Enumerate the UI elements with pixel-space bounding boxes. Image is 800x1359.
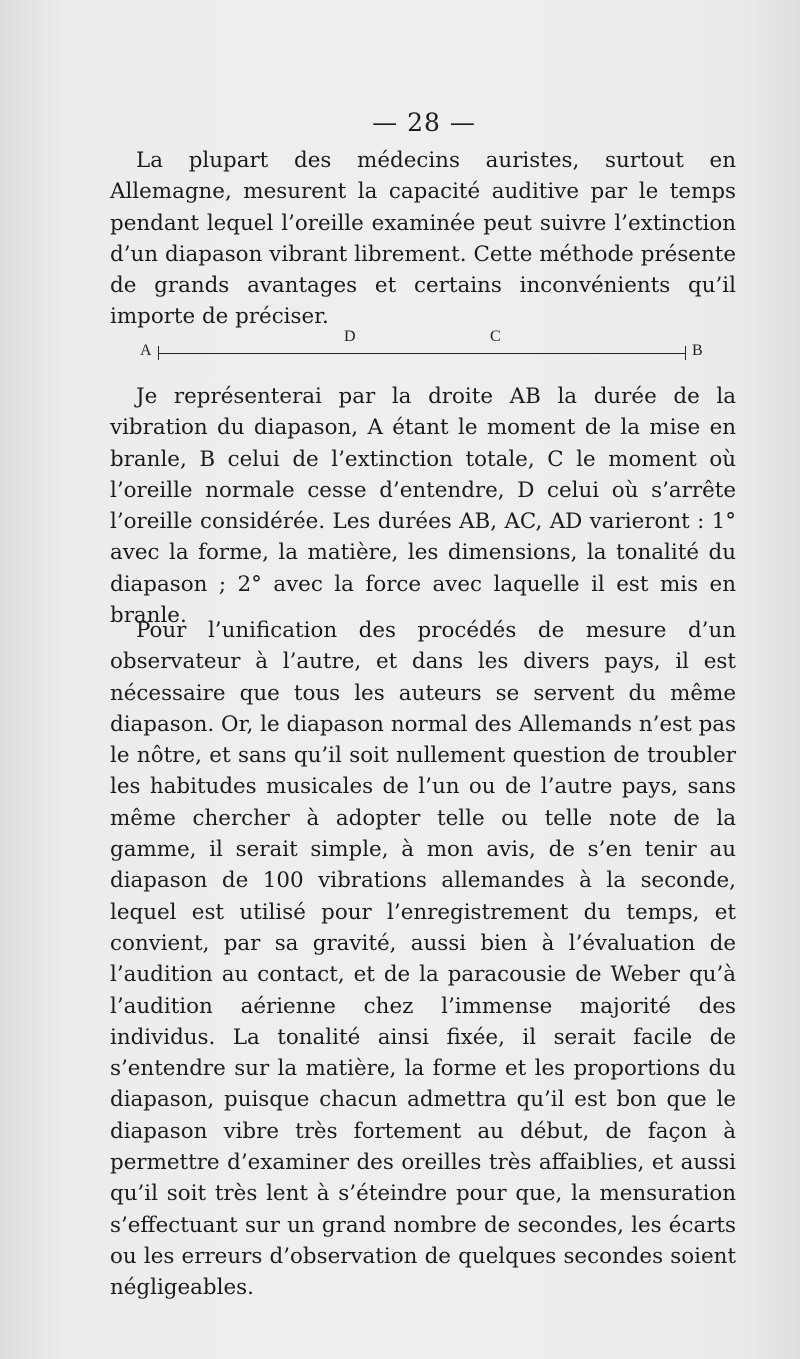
paragraph-2: Je représenterai par la droite AB la durée de la vibration du diapason, A étant le moment de la mise en branle, B celui de l’extinction totale, C le moment où l’oreille normale cesse d’entendre, D celui où s’arrête l’oreille considérée. Les durées AB, AC, AD varieront : 1° avec la forme, la matière, les dimensions, la tonalité du diapason ; 2° avec la force avec laquelle il est mis en branle.	[110, 384, 736, 629]
page-number: — 28 —	[372, 108, 476, 137]
diagram-tick-b	[685, 346, 686, 360]
diagram-label-a: A	[140, 342, 152, 359]
paragraph-3: Pour l’unification des procédés de mesure d’un observateur à l’autre, et dans les divers pays, il est nécessaire que tous les auteurs se servent du même diapason. Or, le diapason normal des Allemands n’est pas le nôtre, et sans qu’il soit nullement question de troubler les habitudes musicales de l’un ou de l’autre pays, sans même chercher à adopter telle ou telle note de la gamme, il serait simple, à mon avis, de s’en tenir au diapason de 100 vibrations allemandes à la seconde, lequel est utilisé pour l’enregistrement du temps, et convient, par sa gravité, aussi bien à l’évaluation de l’audition au contact, et de la paracousie de Weber qu’à l’audition aérienne chez l’immense majorité des individus. La tonalité ainsi fixée, il serait facile de s’entendre sur la matière, la forme et les proportions du diapason, puisque chacun admettra qu’il est bon que le diapason vibre très fortement au début, de façon à permettre d’examiner des oreilles très affaiblies, et aussi qu’il soit très lent à s’éteindre pour que, la mensuration s’effectuant sur un grand nombre de secondes, les écarts ou les erreurs d’observation de quelques secondes soient négligeables.	[110, 618, 736, 1301]
paragraph-1: La plupart des médecins auristes, surtout en Allemagne, mesurent la capacité auditive par le temps pendant lequel l’oreille examinée peut suivre l’extinction d’un diapason vibrant librement. Cette méthode présente de grands avantages et certains inconvénients qu’il importe de préciser.	[110, 148, 736, 330]
diagram-label-b: B	[692, 342, 703, 359]
diagram-label-c: C	[490, 328, 501, 345]
diagram-label-d: D	[344, 328, 356, 345]
line-ab-diagram	[136, 326, 716, 370]
diagram-line-ab	[158, 353, 686, 354]
